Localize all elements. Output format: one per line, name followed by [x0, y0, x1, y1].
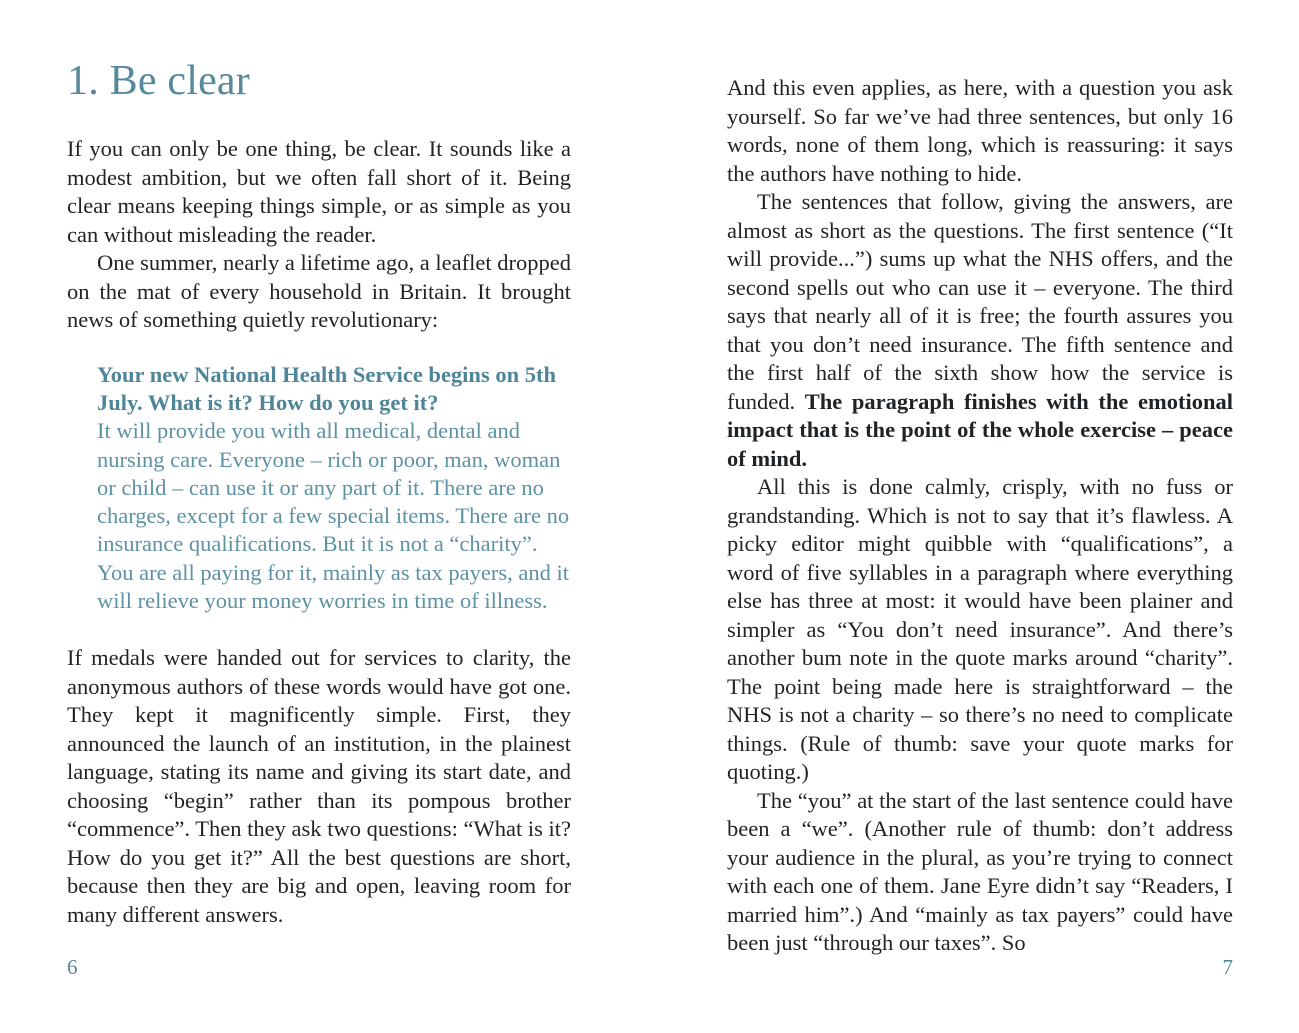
body-paragraph [67, 249, 571, 335]
body-paragraph [67, 135, 571, 249]
text-segment: The “you” at the start of the last sentence could have been a “we”. (Another rule of thumb: don’t address your audience in the plural, as you’re trying to connect with each one of them. Jane Eyre didn’t say “Readers, I married him”.) And “mainly as tax payers” could have been just “through our taxes”. So [727, 787, 1233, 955]
left-page [67, 58, 571, 929]
body-paragraph [727, 787, 1233, 958]
text-segment: One summer, nearly a lifetime ago, a leaflet dropped on the mat of every household in Britain. It brought news of something quietly revolutionary: [67, 250, 571, 333]
text-segment: If you can only be one thing, be clear. It sounds like a modest ambition, but we often fall short of it. Being clear means keeping things simple, or as simple as you can without misleading the reader. [67, 136, 571, 247]
page-number-right: 7 [1222, 955, 1233, 979]
chapter-title: 1. Be clear [67, 58, 250, 104]
text-segment: It will provide you with all medical, dental and nursing care. Everyone – rich or poor, man, woman or child – can use it or any part of it. There are no charges, except for a few special items. There are no insurance qualifications. But it is not a “charity”. You are all paying for it, mainly as tax payers, and it will relieve your money worries in time of illness. [97, 418, 570, 614]
bold-text-segment: The paragraph finishes with the emotional impact that is the point of the whole exercise – peace of mind. [727, 388, 1233, 471]
page-number-left: 6 [67, 955, 78, 979]
bold-text-segment: Your new National Health Service begins on 5th July. What is it? How do you get it? [97, 361, 556, 415]
text-segment: If medals were handed out for services to clarity, the anonymous authors of these words would have got one. They kept it magnificently simple. First, they announced the launch of an institution, in the plainest language, stating its name and giving its start date, and choosing “begin” rather than its pompous brother “commence”. Then they ask two questions: “What is it? How do you get it?” All the best questions are short, because then they are big and open, leaving room for many different answers. [67, 645, 571, 927]
body-paragraph [727, 188, 1233, 473]
quote-paragraph [97, 417, 571, 615]
right-page [727, 74, 1233, 958]
body-paragraph [67, 644, 571, 929]
body-paragraph [727, 74, 1233, 188]
body-paragraph [727, 473, 1233, 787]
right-page-body [727, 74, 1233, 958]
text-segment: The sentences that follow, giving the answers, are almost as short as the questions. The first sentence (“It will provide...”) sums up what the NHS offers, and the second spells out who can use it – everyone. The third says that nearly all of it is free; the fourth assures you that you don’t need insurance. The fifth sentence and the first half of the sixth show how the service is funded. [727, 189, 1233, 414]
text-segment: All this is done calmly, crisply, with no fuss or grandstanding. Which is not to say that it’s flawless. A picky editor might quibble with “qualifications”, a word of five syllables in a paragraph where everything else has three at most: it would have been plainer and simpler as “You don’t need insurance”. And there’s another bum note in the quote marks around “charity”. The point being made here is straightforward – the NHS is not a charity – so there’s no need to complicate things. (Rule of thumb: save your quote marks for quoting.) [727, 474, 1233, 784]
quote-paragraph [97, 361, 571, 418]
text-segment: And this even applies, as here, with a question you ask yourself. So far we’ve had three sentences, but only 16 words, none of them long, which is reassuring: it says the authors have nothing to hide. [727, 75, 1233, 186]
left-page-body [67, 135, 571, 929]
